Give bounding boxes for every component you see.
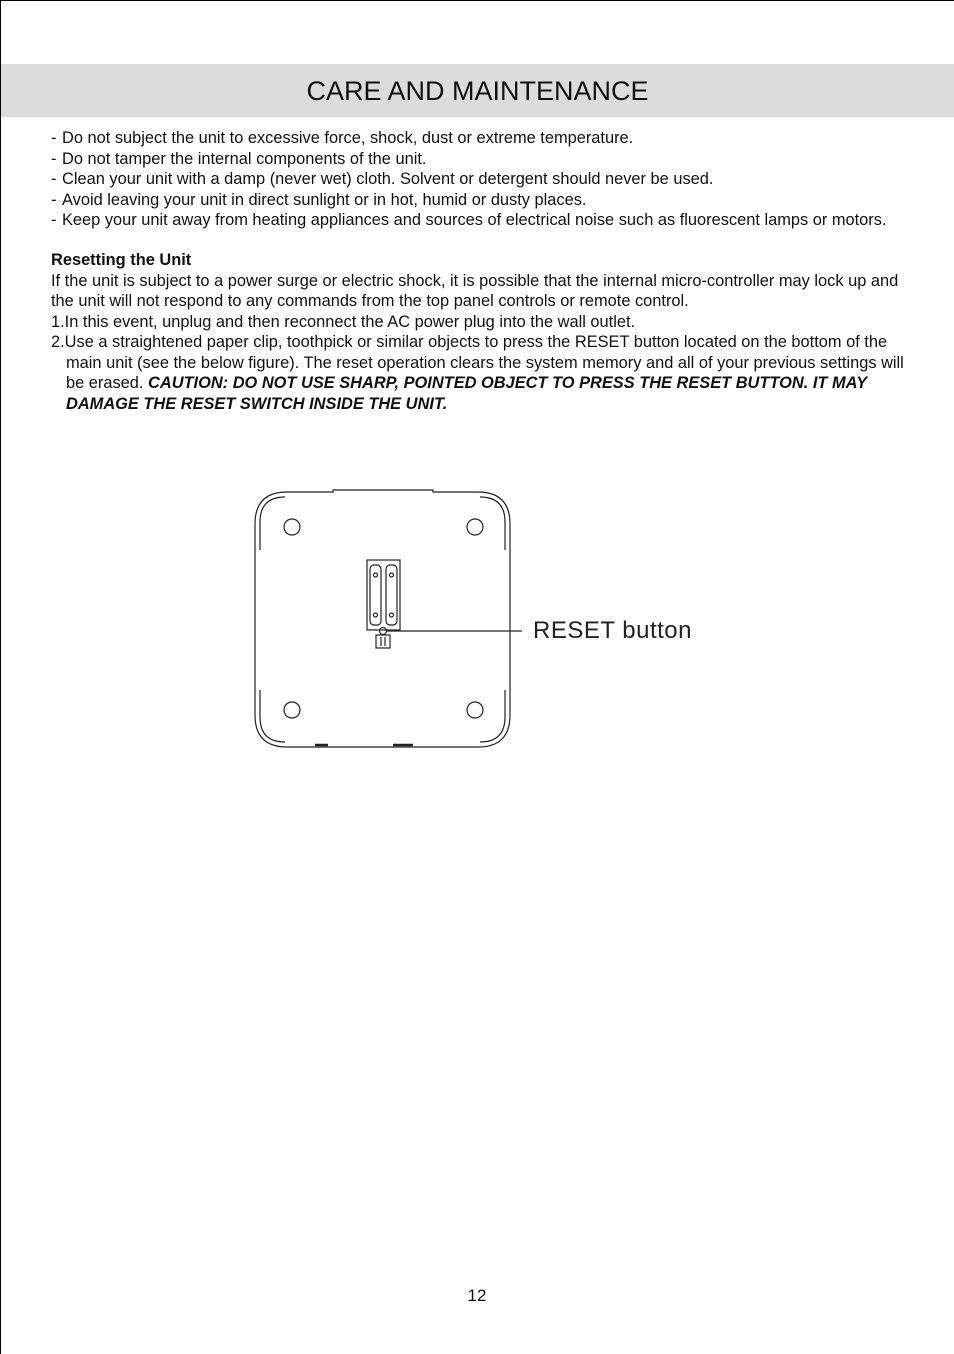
page-number: 12 xyxy=(467,1286,487,1305)
unit-bottom-figure xyxy=(250,485,720,755)
reset-button-callout-label: RESET button xyxy=(533,617,692,644)
reset-heading: Resetting the Unit xyxy=(51,251,192,269)
page-border-top xyxy=(0,0,954,1)
section-header xyxy=(1,64,954,117)
caution-text: CAUTION: DO NOT USE SHARP, POINTED OBJECT TO PRESS THE RESET BUTTON. IT MAY DAMAGE THE RESET SWITCH INSIDE THE UNIT. xyxy=(66,374,867,413)
content-body xyxy=(51,128,921,414)
page-border-left xyxy=(0,0,1,1354)
step-1: 1.In this event, unplug and then reconnect the AC power plug into the wall outlet. xyxy=(51,312,636,331)
list-item: - Keep your unit away from heating appliances and sources of electrical noise such as fluorescent lamps or motors. xyxy=(51,211,887,229)
list-item: - Do not subject the unit to excessive force, shock, dust or extreme temperature. xyxy=(51,129,634,147)
list-item: - Avoid leaving your unit in direct sunlight or in hot, humid or dusty places. xyxy=(51,190,587,209)
page-title: CARE AND MAINTENANCE xyxy=(306,76,649,106)
step-2: 2.Use a straightened paper clip, toothpick or similar objects to press the RESET button located on the bottom of the main unit (see the below figure). The reset operation clears the system memory and all of your previous settings will be erased. CAUTION: DO NOT USE SHARP, POINTED OBJECT TO PRESS THE RESET BUTTON. IT MAY DAMAGE THE RESET SWITCH INSIDE THE UNIT. xyxy=(51,333,904,413)
care-list xyxy=(51,128,921,231)
reset-steps xyxy=(51,312,921,415)
list-item: - Do not tamper the internal components of the unit. xyxy=(51,149,427,168)
list-item: - Clean your unit with a damp (never wet) cloth. Solvent or detergent should never be used. xyxy=(51,170,714,188)
reset-intro: If the unit is subject to a power surge or electric shock, it is possible that the internal micro-controller may lock up and the unit will not respond to any commands from the top panel controls or remote control. xyxy=(51,271,899,310)
